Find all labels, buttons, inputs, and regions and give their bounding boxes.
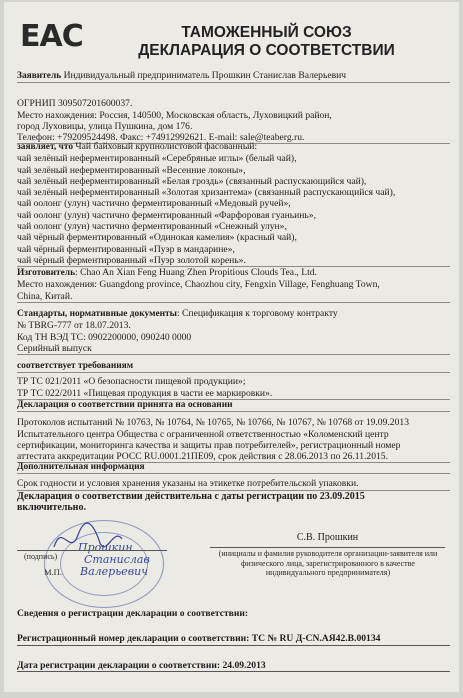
basis-line-1: Протоколов испытаний № 10763, № 10764, № 10765, № 10766, № 10767, № 10768 от 19.09.2013 bbox=[17, 417, 409, 429]
applicant-address-1: Место нахождения: Россия, 140500, Московская область, Луховицкий район, bbox=[17, 109, 332, 121]
applicant-label: Заявитель bbox=[17, 71, 62, 81]
product-item: чай чёрный ферментированный «Пуэр золотой корень». bbox=[17, 255, 450, 267]
manufacturer-address-2: China, Китай. bbox=[17, 291, 450, 303]
requirement-2: ТР ТС 022/2011 «Пищевая продукция в части ее маркировки». bbox=[17, 388, 450, 400]
applicant-address-2: город Луховицы, улица Пушкина, дом 176. bbox=[17, 120, 193, 132]
registration-title: Сведения о регистрации декларации о соответствии: bbox=[17, 608, 249, 619]
declares-block bbox=[17, 141, 450, 267]
stamp-handwriting: Прошкин Станислав Валерьевич bbox=[78, 541, 150, 578]
manufacturer-label: Изготовитель bbox=[17, 268, 76, 278]
standards-codes: Код ТН ВЭД ТС: 0902200000, 090240 0000 bbox=[17, 331, 192, 343]
signer-line bbox=[210, 547, 445, 548]
registration-number: Регистрационный номер декларации о соответствии: ТС № RU Д-CN.АЯ42.В.00134 bbox=[17, 633, 450, 645]
signature-line bbox=[17, 550, 167, 551]
declares-intro: Чай байховый крупнолистовой фасованный: bbox=[75, 141, 258, 152]
requirements-block bbox=[17, 361, 450, 400]
product-item: чай зелёный неферментированный «Золотая хризантема» (связанный распускающийся чай), bbox=[17, 187, 396, 199]
basis-label: Декларация о соответствии принята на основании bbox=[17, 400, 450, 412]
product-item: чай зелёный неферментированный «Белая гроздь» (связанный распускающийся чай), bbox=[17, 175, 367, 187]
signer-name: С.В. Прошкин bbox=[296, 532, 359, 543]
manufacturer-block: Изготовитель: Chao An Xian Feng Huang Zhen Propitious Clouds Tea., Ltd. Место нахождения: Guangdong province, Chaozhou city, Fengxin Village, Fenghuang Town, China, Китай. bbox=[17, 267, 450, 303]
product-item: чай оолонг (улун) частично ферментированный «Медовый ручей», bbox=[17, 198, 291, 210]
standards-label: Стандарты, нормативные документы bbox=[17, 309, 177, 319]
extra-text: Срок годности и условия хранения указаны на этикетке потребительской упаковки. bbox=[17, 478, 450, 490]
declaration-page bbox=[4, 2, 459, 692]
validity-block bbox=[17, 491, 450, 514]
validity-line-2: включительно. bbox=[17, 502, 86, 514]
basis-line-2: Испытательного центра Общества с ограниченной ответственностью «Коломенский центр bbox=[17, 428, 389, 440]
eac-logo: ЕАС bbox=[20, 19, 83, 54]
basis-line-3: сертификации, мониторинга качества и защиты прав потребителей», регистрационный номер bbox=[17, 439, 401, 451]
requirement-1: ТР ТС 021/2011 «О безопасности пищевой продукции»; bbox=[17, 376, 246, 388]
standards-block: Стандарты, нормативные документы: Спецификация к торговому контракту № TBRG-777 от 18.07.2013. Код ТН ВЭД ТС: 0902200000, 090240 0000 Серийный выпуск bbox=[17, 308, 450, 355]
applicant-block bbox=[17, 70, 450, 144]
extra-block bbox=[17, 462, 450, 491]
validity-line-1: Декларация о соответствии действительна с даты регистрации по 23.09.2015 bbox=[17, 491, 365, 502]
product-item: чай чёрный ферментированный «Пуэр в мандарине», bbox=[17, 243, 235, 255]
standards-text: Спецификация к торговому контракту bbox=[182, 308, 338, 319]
signer-caption: (инициалы и фамилия руководителя организации-заявителя или физического лица, зарегистрированного в качестве индивидуального предпринимателя) bbox=[218, 549, 438, 577]
applicant-ogrnip: ОГРНИП 309507201600037. bbox=[17, 98, 133, 110]
product-item: чай зелёный неферментированный «Серебряные иглы» (белый чай), bbox=[17, 153, 297, 165]
product-item: чай оолонг (улун) частично ферментированный «Снежный улун», bbox=[17, 221, 287, 233]
requirements-label: соответствует требованиям bbox=[17, 361, 450, 373]
signature-label: (подпись) bbox=[24, 552, 58, 561]
header-title: ДЕКЛАРАЦИЯ О СООТВЕТСТВИИ bbox=[138, 42, 395, 59]
header-union: ТАМОЖЕННЫЙ СОЮЗ bbox=[181, 24, 352, 41]
document-header bbox=[84, 24, 449, 60]
product-item: чай чёрный ферментированный «Одинокая камелия» (красный чай), bbox=[17, 232, 297, 244]
product-item: чай зелёный неферментированный «Весенние локоны», bbox=[17, 164, 246, 176]
product-item: чай оолонг (улун) частично ферментированный «Фарфоровая гуаньинь», bbox=[17, 209, 316, 221]
registration-block bbox=[17, 608, 450, 672]
mp-label: М.П. bbox=[44, 567, 62, 577]
manufacturer-name: Chao An Xian Feng Huang Zhen Propitious Clouds Tea., Ltd. bbox=[80, 267, 317, 278]
extra-label: Дополнительная информация bbox=[17, 462, 450, 474]
basis-block bbox=[17, 400, 450, 463]
standards-serial: Серийный выпуск bbox=[17, 343, 450, 355]
manufacturer-address-1: Место нахождения: Guangdong province, Chaozhou city, Fengxin Village, Fenghuang Town, bbox=[17, 279, 380, 291]
declares-label: заявляет, что bbox=[17, 142, 74, 152]
applicant-contacts: Телефон: +79209524498. Факс: +74912992621. E-mail: sale@teaberg.ru. bbox=[17, 132, 450, 144]
applicant-name: Индивидуальный предприниматель Прошкин Станислав Валерьевич bbox=[63, 70, 347, 81]
registration-date: Дата регистрации декларации о соответствии: 24.09.2013 bbox=[17, 660, 450, 672]
basis-line-4: аттестата аккредитации РОСС RU.0001.21ПЕ09, срок действия с 28.06.2013 по 26.11.2015. bbox=[17, 451, 450, 463]
standards-contract: № TBRG-777 от 18.07.2013. bbox=[17, 320, 131, 332]
